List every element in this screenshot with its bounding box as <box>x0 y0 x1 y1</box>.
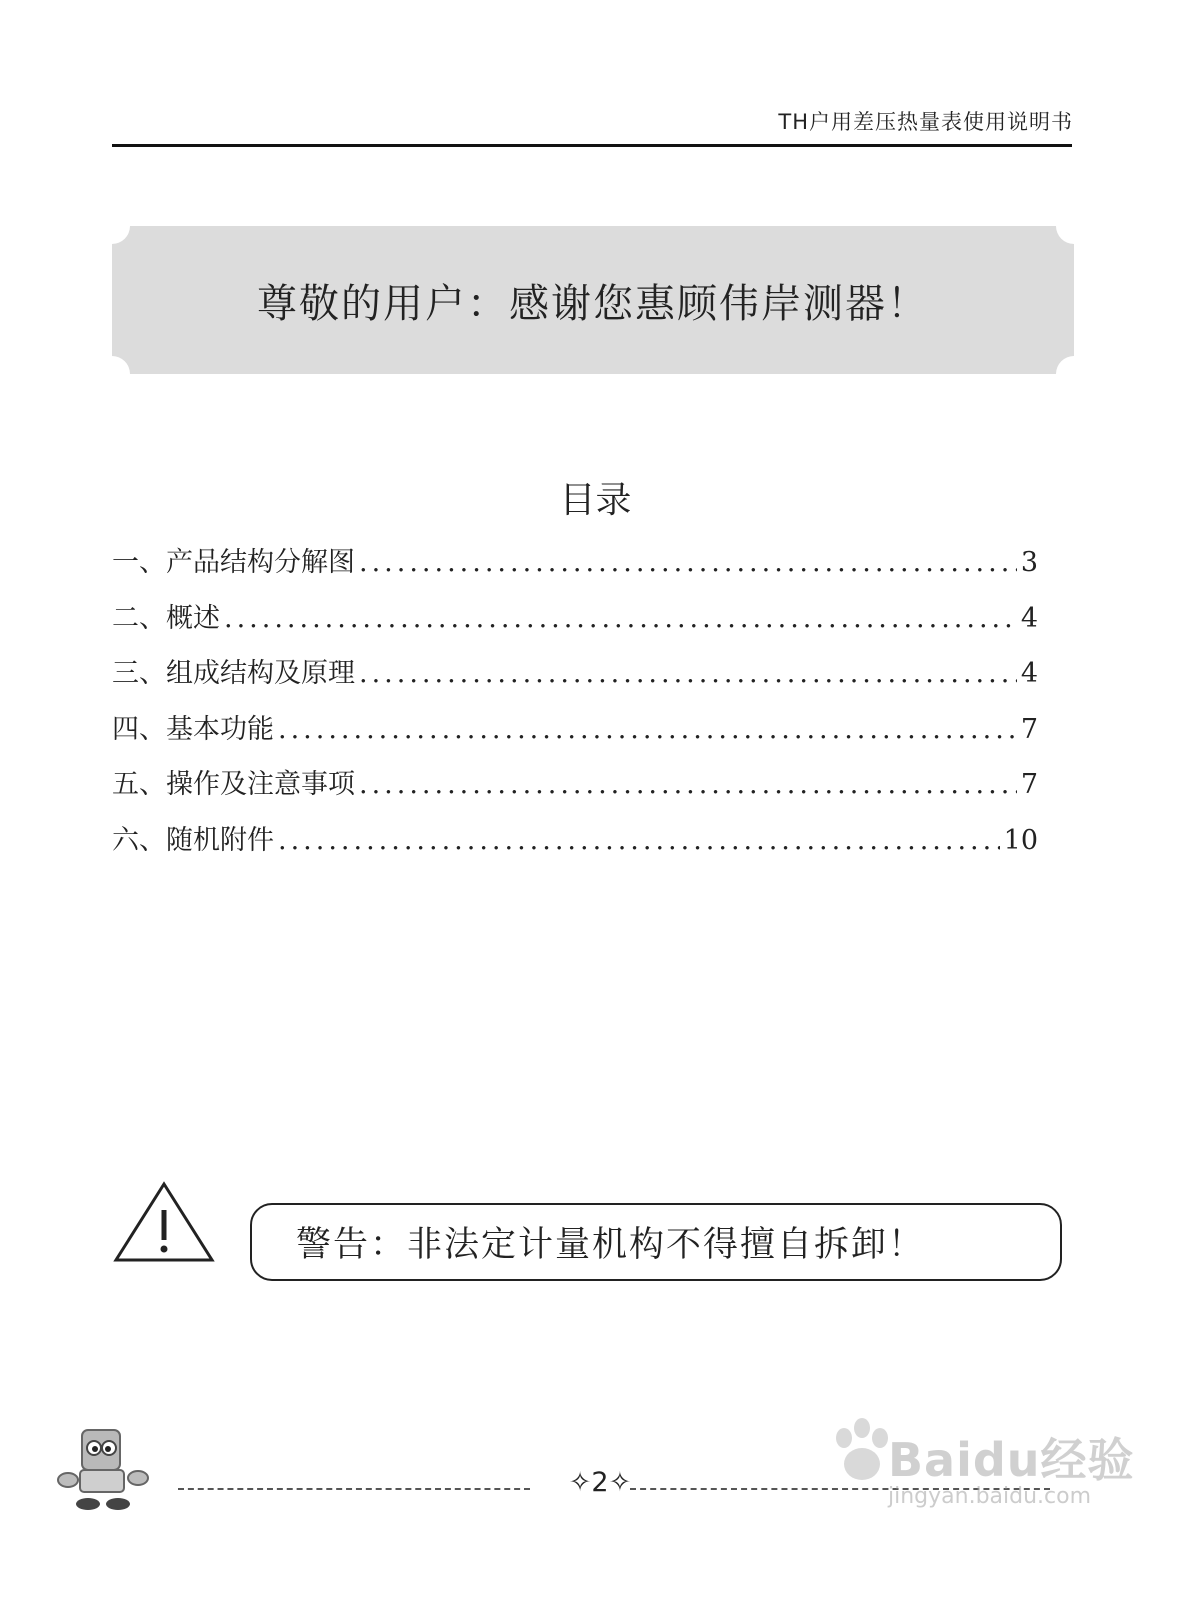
watermark-logo: Baidu经验 <box>888 1433 1135 1487</box>
toc-entry-page: 7 <box>1020 713 1038 745</box>
toc-entry[interactable] <box>112 596 1038 652</box>
toc-dot-leader <box>278 714 1017 745</box>
toc-entry-label: 三、组成结构及原理 <box>112 658 355 689</box>
document-header-title: TH户用差压热量表使用说明书 <box>778 110 1073 134</box>
toc-entry[interactable] <box>112 651 1038 707</box>
mascot-icon <box>52 1428 156 1512</box>
toc-dot-leader <box>278 825 1000 856</box>
warning-box <box>250 1203 1062 1281</box>
warning-text: 警告：非法定计量机构不得擅自拆卸！ <box>296 1225 926 1265</box>
toc-entry-page: 10 <box>1003 824 1038 856</box>
toc-entry[interactable] <box>112 707 1038 763</box>
toc-dot-leader <box>359 769 1017 800</box>
toc-entry-label: 一、产品结构分解图 <box>112 547 355 578</box>
footer-dash-left <box>178 1488 530 1490</box>
toc-entry[interactable] <box>112 818 1038 874</box>
toc-entry-label: 二、概述 <box>112 602 220 634</box>
toc-entry[interactable] <box>112 762 1038 818</box>
toc-entry[interactable] <box>112 540 1038 596</box>
greeting-text: 尊敬的用户：感谢您惠顾伟岸测器！ <box>257 280 929 327</box>
baidu-paw-icon <box>826 1418 896 1488</box>
page-number: ✧2✧ <box>568 1467 632 1498</box>
greeting-banner <box>112 226 1074 374</box>
table-of-contents <box>112 540 1038 873</box>
warning-triangle-icon <box>112 1180 216 1264</box>
toc-entry-page: 3 <box>1020 547 1038 578</box>
toc-dot-leader <box>359 547 1017 578</box>
toc-title: 目录 <box>559 480 632 521</box>
header-divider <box>112 144 1072 147</box>
toc-entry-page: 4 <box>1020 658 1038 689</box>
toc-dot-leader <box>224 603 1017 634</box>
toc-entry-label: 四、基本功能 <box>112 713 274 745</box>
toc-entry-page: 7 <box>1020 769 1038 800</box>
toc-dot-leader <box>359 658 1017 689</box>
watermark-url: jingyan.baidu.com <box>888 1484 1092 1509</box>
toc-entry-page: 4 <box>1020 602 1038 634</box>
toc-entry-label: 五、操作及注意事项 <box>112 769 355 800</box>
toc-entry-label: 六、随机附件 <box>112 824 274 856</box>
